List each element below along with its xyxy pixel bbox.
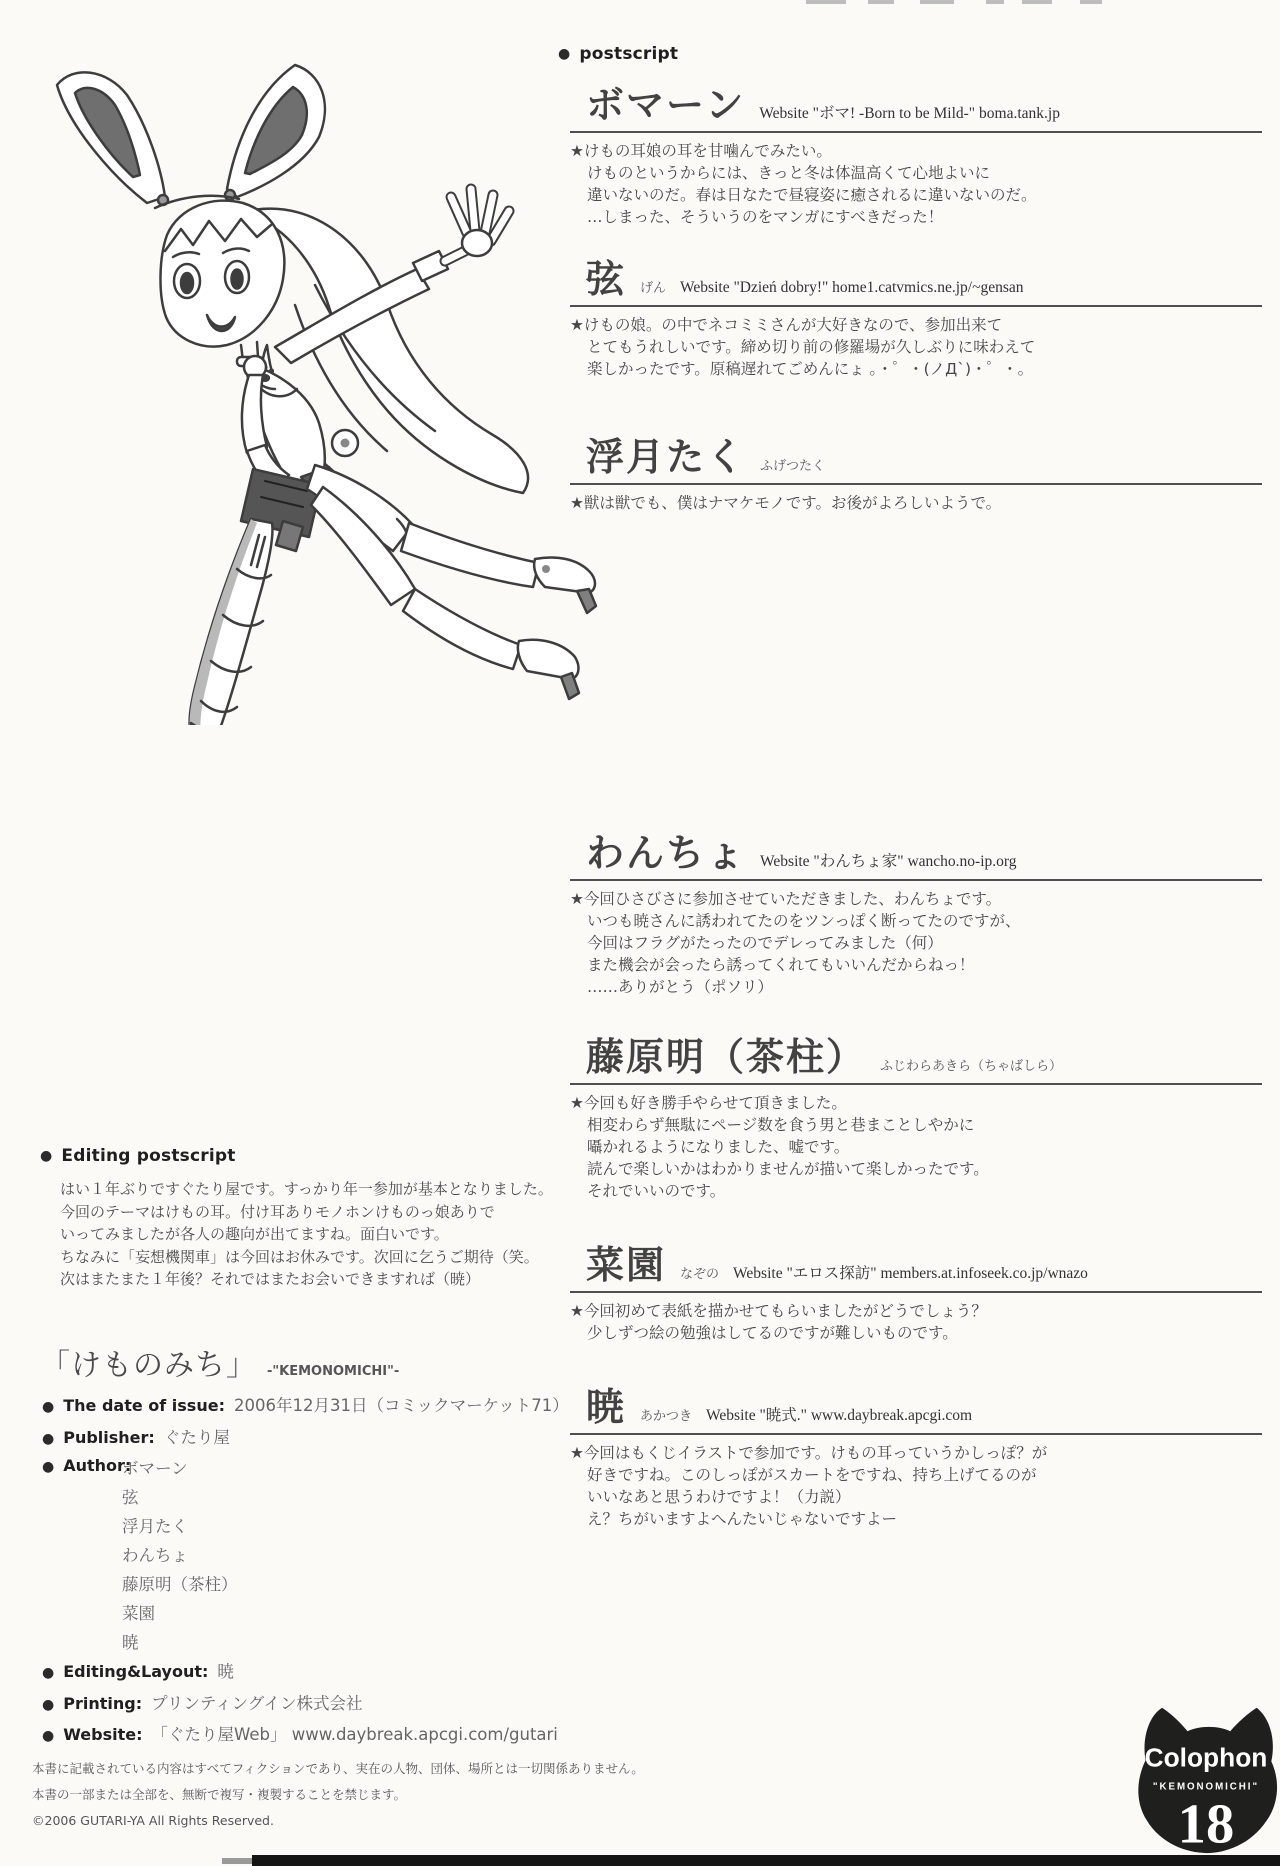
comment-line: え？ちがいますよへんたいじゃないですよー (587, 1509, 898, 1528)
author-name: 菜園 (586, 1243, 667, 1287)
comment-line: ★今回ひさびさに参加させていただきました、わんちょです。 (570, 889, 1002, 908)
comment-line: ……ありがとう（ポソリ） (587, 977, 774, 996)
author-ruby: ふじわらあきら（ちゃばしら） (880, 1059, 1063, 1074)
comment-line: 楽しかったです。原稿遅れてごめんにょ 。・゜・(ノД`)・゜・。 (587, 359, 1034, 378)
scan-artifact (1022, 0, 1052, 4)
author-list (122, 1455, 238, 1658)
comment-line: ★けもの耳娘の耳を甘噛んでみたい。 (570, 141, 832, 160)
author-comment (570, 1092, 1262, 1202)
author-name: 弦 (586, 257, 627, 301)
entry-head (570, 1036, 1262, 1080)
field-publisher (42, 1424, 230, 1448)
postscript-entry (570, 1386, 1262, 1530)
author-item: 暁 (122, 1633, 139, 1652)
comment-line: ★けもの娘。の中でネコミミさんが大好きなので、参加出来て (570, 315, 1003, 334)
divider (570, 1433, 1262, 1435)
author-item: 浮月たく (122, 1517, 188, 1536)
comment-line: 相変わらず無駄にページ数を食う男と巷まことしやかに (587, 1115, 975, 1134)
author-comment (570, 1300, 1262, 1344)
postscript-header-label: postscript (579, 44, 679, 64)
scan-artifact (806, 0, 846, 4)
field-editing-layout (42, 1658, 234, 1682)
author-website: Website "わんちょ家" wancho.no-ip.org (760, 853, 1017, 870)
author-comment (570, 888, 1262, 998)
comment-line: それでいいのです。 (587, 1181, 726, 1200)
date-value: 2006年12月31日（コミックマーケット71） (233, 1396, 569, 1415)
editing-line: 次はまたまた１年後？それではまたお会いできますれば（暁） (60, 1270, 481, 1288)
comment-line: 違いないのだ。春は日なたで昼寝姿に癒されるに違いないのだ。 (587, 185, 1037, 204)
field-printing (42, 1690, 362, 1714)
comment-line: いいなあと思うわけですよ！（力説） (587, 1487, 851, 1506)
comment-line: けものというからには、きっと冬は体温高くて心地よいに (587, 163, 991, 182)
printing-label: Printing: (63, 1694, 143, 1713)
author-ruby: あかつき (640, 1409, 693, 1424)
publisher-value: ぐたり屋 (163, 1428, 230, 1447)
author-name: 暁 (586, 1385, 627, 1429)
comment-line: また機会が会ったら誘ってくれてもいいんだからねっ！ (587, 955, 975, 974)
author-item: 菜園 (122, 1604, 155, 1623)
author-name: 藤原明（茶柱） (586, 1035, 867, 1079)
divider (570, 1083, 1262, 1085)
author-name: ボマーン (586, 83, 746, 127)
badge-title: Colophon (1144, 1742, 1268, 1773)
disclaimer-line: 本書の一部または全部を、無断で複写・複製することを禁じます。 (32, 1787, 407, 1802)
author-ruby: ふげつたく (760, 459, 826, 474)
author-label: Author: (63, 1456, 132, 1475)
author-ruby: なぞの (680, 1267, 720, 1282)
comment-line: ★今回はもくじイラストで参加です。けもの耳っていうかしっぽ？が (570, 1443, 1048, 1462)
author-ruby: げん (640, 281, 667, 296)
editing-layout-value: 暁 (217, 1662, 234, 1681)
scan-artifact (986, 0, 1004, 4)
field-website (42, 1721, 558, 1745)
postscript-entry (570, 1036, 1262, 1202)
bullet-icon: ● (42, 1459, 55, 1475)
editing-line: いってみましたが各人の趣向が出てますね。面白いです。 (60, 1225, 449, 1243)
bullet-icon: ● (42, 1728, 55, 1744)
book-title-jp: 「けものみち」 (40, 1348, 257, 1383)
comment-line: ★今回初めて表紙を描かせてもらいましたがどうでしょう？ (570, 1301, 987, 1320)
comment-line: 囁かれるようになりました、嘘です。 (587, 1137, 850, 1156)
postscript-header (558, 44, 678, 64)
postscript-entry (570, 1244, 1262, 1344)
editing-postscript-header (40, 1146, 236, 1166)
author-name: わんちょ (586, 831, 747, 875)
entry-head (570, 1244, 1262, 1288)
publisher-label: Publisher: (63, 1428, 155, 1447)
bullet-icon: ● (42, 1431, 55, 1447)
divider (570, 1291, 1262, 1293)
comment-line: ★獣は獣でも、僕はナマケモノです。お後がよろしいようで。 (570, 493, 1002, 512)
author-item: 弦 (122, 1488, 139, 1507)
author-comment (570, 1442, 1262, 1530)
comment-line: 読んで楽しいかはわかりませんが描いて楽しかったです。 (587, 1159, 989, 1178)
field-date-of-issue (42, 1392, 569, 1416)
comment-line: ★今回も好き勝手やらせて頂きました。 (570, 1093, 847, 1112)
colophon-badge (1122, 1700, 1280, 1856)
comment-line: 今回はフラグがたったのでデレってみました（何） (587, 933, 943, 952)
book-title-en: -"KEMONOMICHI"- (267, 1364, 400, 1379)
editing-layout-label: Editing&Layout: (63, 1662, 209, 1681)
bullet-icon: ● (558, 46, 571, 62)
bullet-icon: ● (42, 1399, 55, 1415)
author-website: Website "ボマ! -Born to be Mild-" boma.tank.jp (759, 105, 1060, 122)
author-website: Website "Dzień dobry!" home1.catvmics.ne.jp/~gensan (680, 279, 1024, 296)
author-website: Website "暁式." www.daybreak.apcgi.com (706, 1407, 973, 1424)
bullet-icon: ● (42, 1697, 55, 1713)
author-item: 藤原明（茶柱） (122, 1575, 238, 1594)
comment-line: …しまった、そういうのをマンガにすべきだった！ (587, 207, 944, 226)
author-name: 浮月たく (586, 435, 747, 479)
entry-head (570, 832, 1262, 876)
field-author (42, 1456, 131, 1475)
bullet-icon: ● (40, 1148, 53, 1164)
editing-postscript-text (60, 1178, 553, 1291)
legs-boots (307, 465, 596, 699)
hero-illustration (15, 45, 745, 725)
comment-line: いつも暁さんに誘われてたのをツンっぽく断ってたのですが、 (587, 911, 1021, 930)
disclaimer-text (32, 1756, 644, 1834)
postscript-entry (570, 832, 1262, 998)
editing-postscript-label: Editing postscript (61, 1146, 236, 1166)
bullet-icon: ● (42, 1665, 55, 1681)
scan-artifact (868, 0, 894, 4)
badge-number: 18 (1177, 1793, 1235, 1856)
scan-edge-bar (252, 1855, 1280, 1866)
entry-head (570, 1386, 1262, 1430)
comment-line: とてもうれしいです。締め切り前の修羅場が久しぶりに味わえて (587, 337, 1036, 356)
editing-line: はい１年ぶりですぐたり屋です。すっかり年一参加が基本となりました。 (60, 1180, 553, 1198)
editing-line: 今回のテーマはけもの耳。付け耳ありモノホンけものっ娘ありで (60, 1202, 495, 1221)
comment-line: 少しずつ絵の勉強はしてるのですが難しいものです。 (587, 1323, 958, 1342)
author-website: Website "エロス探訪" members.at.infoseek.co.jp/wnazo (733, 1265, 1088, 1282)
disclaimer-line: ©2006 GUTARI-YA All Rights Reserved. (32, 1813, 274, 1828)
divider (570, 879, 1262, 881)
date-label: The date of issue: (63, 1396, 225, 1415)
badge-subtitle: "KEMONOMICHI" (1152, 1781, 1260, 1793)
printing-value: プリンティングイン株式会社 (151, 1694, 363, 1713)
head-face (160, 201, 284, 347)
scan-artifact (920, 0, 954, 4)
disclaimer-line: 本書に記載されている内容はすべてフィクションであり、実在の人物、団体、場所とは一切関係ありません。 (32, 1761, 644, 1776)
book-title (40, 1340, 399, 1384)
comment-line: 好きですね。このしっぽがスカートをですね、持ち上げてるのが (587, 1465, 1037, 1484)
website-value: 「ぐたり屋Web」 www.daybreak.apcgi.com/gutari (151, 1725, 558, 1744)
scan-artifact (1080, 0, 1102, 4)
website-label: Website: (63, 1725, 143, 1744)
author-item: ボマーン (122, 1459, 188, 1478)
author-item: わんちょ (122, 1546, 188, 1565)
rabbit-ears (57, 65, 325, 208)
editing-line: ちなみに「妄想機関車」は今回はお休みです。次回に乞うご期待（笑。 (60, 1247, 539, 1266)
scan-artifact (222, 1858, 252, 1864)
